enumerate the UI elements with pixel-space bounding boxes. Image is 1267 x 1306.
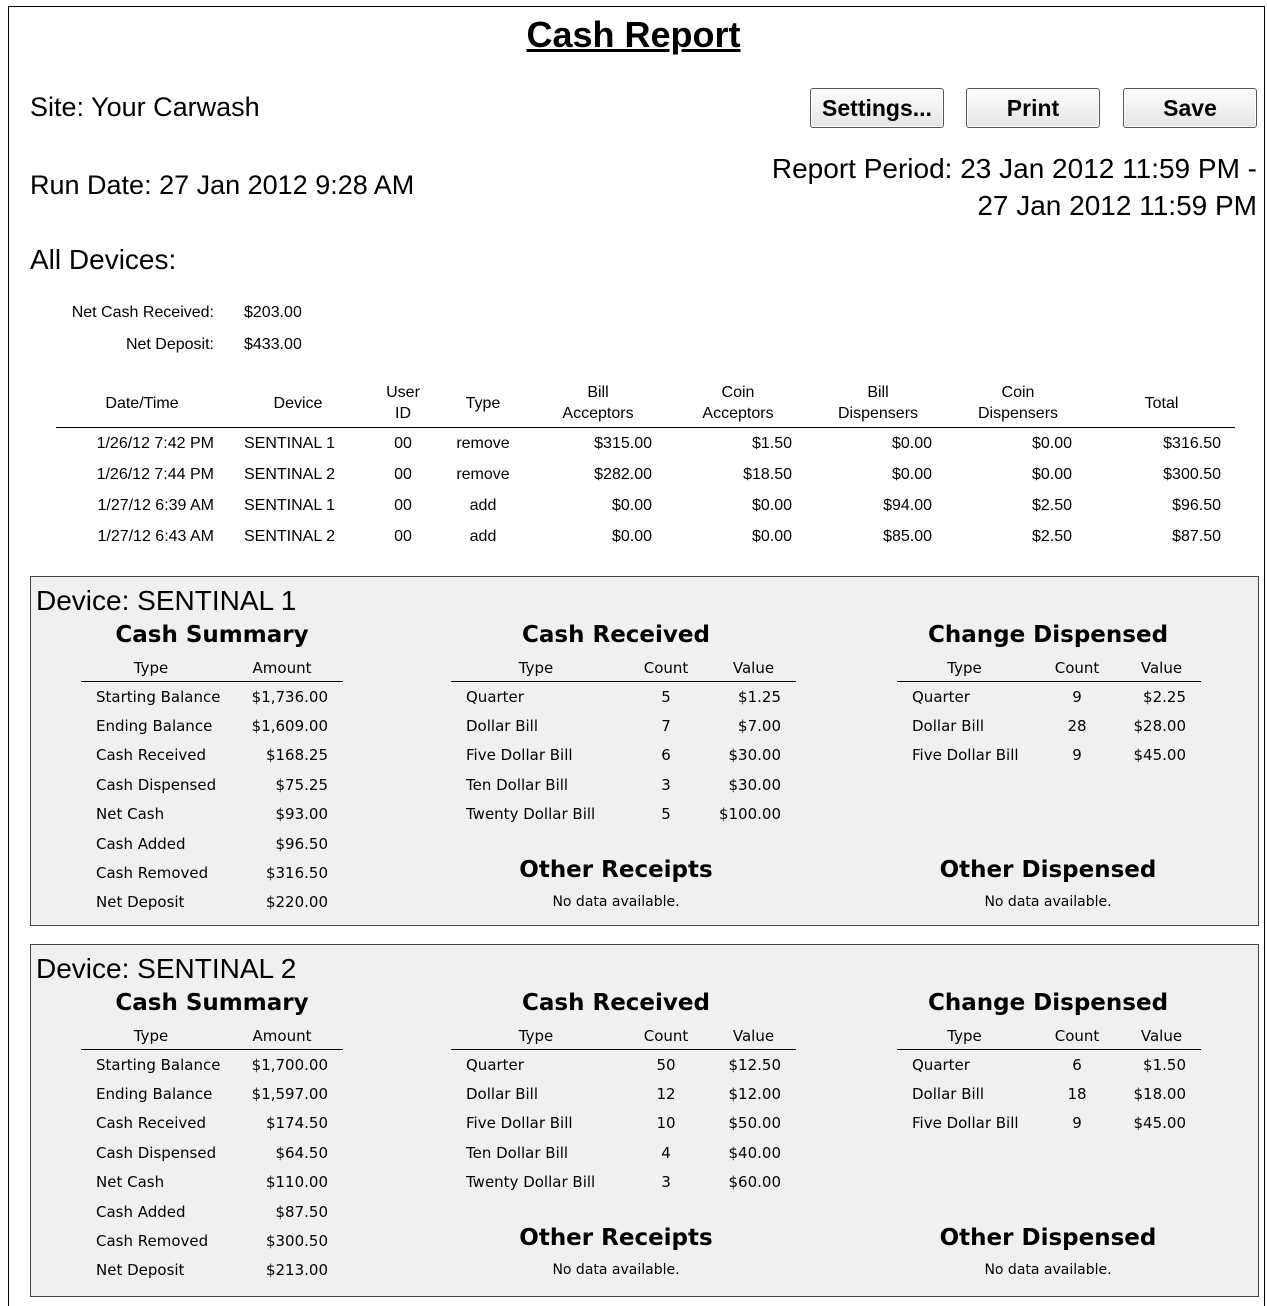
table-row xyxy=(81,1138,343,1167)
table-cell: Ending Balance xyxy=(96,1085,213,1104)
sub-table xyxy=(451,655,796,829)
column-header: Type xyxy=(897,1023,1032,1050)
other-receipts-empty: No data available. xyxy=(552,894,680,910)
table-row xyxy=(451,682,796,712)
table-cell: $1.25 xyxy=(738,687,781,706)
column-header: Date/Time xyxy=(56,382,228,428)
transactions-table xyxy=(56,382,1235,552)
table-row xyxy=(56,428,1235,460)
table-cell: SENTINAL 2 xyxy=(244,527,335,545)
table-cell: 00 xyxy=(394,527,412,545)
device-title: Device: SENTINAL 1 xyxy=(36,585,297,616)
table-cell: 1/27/12 6:43 AM xyxy=(97,527,214,545)
column-header: Bill Dispensers xyxy=(808,382,948,428)
table-cell: 5 xyxy=(661,805,671,824)
table-cell: SENTINAL 1 xyxy=(244,496,335,514)
table-cell: Twenty Dollar Bill xyxy=(466,1173,596,1192)
table-cell: $2.50 xyxy=(1031,496,1072,514)
table-row xyxy=(81,1256,343,1285)
table-cell: $45.00 xyxy=(1133,1114,1186,1133)
table-row xyxy=(451,1138,796,1167)
table-cell: SENTINAL 2 xyxy=(244,465,335,483)
table-row xyxy=(81,1168,343,1197)
other-receipts-title: Other Receipts xyxy=(519,1225,713,1251)
table-cell: $0.00 xyxy=(751,527,792,545)
table-row xyxy=(81,829,343,858)
other-dispensed-title: Other Dispensed xyxy=(939,1225,1157,1251)
table-cell: $64.50 xyxy=(275,1143,328,1162)
table-cell: $0.00 xyxy=(1031,465,1072,483)
save-button[interactable]: Save xyxy=(1123,88,1257,128)
header-row xyxy=(56,382,1235,428)
cash-summary-title: Cash Summary xyxy=(115,622,309,648)
table-cell: $220.00 xyxy=(265,893,328,912)
table-cell: $18.50 xyxy=(743,465,792,483)
table-cell: $12.00 xyxy=(728,1085,781,1104)
table-cell: $0.00 xyxy=(751,496,792,514)
table-cell: $0.00 xyxy=(891,465,932,483)
table-cell: Quarter xyxy=(466,1055,524,1074)
cash-received-title: Cash Received xyxy=(522,622,710,648)
table-row xyxy=(897,1050,1201,1080)
column-header: Count xyxy=(621,655,711,682)
column-header: Type xyxy=(451,1023,621,1050)
table-cell: $300.50 xyxy=(265,1232,328,1251)
table-cell: Five Dollar Bill xyxy=(466,746,573,765)
table-cell: 00 xyxy=(394,465,412,483)
settings-button[interactable]: Settings... xyxy=(810,88,944,128)
table-cell: Net Cash xyxy=(96,805,165,824)
table-cell: Dollar Bill xyxy=(912,1085,984,1104)
table-cell: 3 xyxy=(661,1173,671,1192)
table-row xyxy=(451,1050,796,1080)
table-row xyxy=(81,741,343,770)
table-cell: Net Cash xyxy=(96,1173,165,1192)
other-dispensed-empty: No data available. xyxy=(984,894,1112,910)
sub-table xyxy=(897,1023,1201,1138)
table-cell: $50.00 xyxy=(728,1114,781,1133)
table-cell: $96.50 xyxy=(1172,496,1221,514)
table-cell: $93.00 xyxy=(275,805,328,824)
column-header: Type xyxy=(897,655,1032,682)
column-header: Count xyxy=(1032,655,1122,682)
sub-table xyxy=(81,1023,343,1285)
table-cell: Cash Dispensed xyxy=(96,775,217,794)
table-cell: 4 xyxy=(661,1143,671,1162)
table-cell: $87.50 xyxy=(1172,527,1221,545)
table-row xyxy=(451,1109,796,1138)
table-cell: $87.50 xyxy=(275,1202,328,1221)
other-receipts-empty: No data available. xyxy=(552,1262,680,1278)
table-row xyxy=(451,770,796,799)
table-row xyxy=(897,711,1201,740)
table-cell: $213.00 xyxy=(265,1261,328,1280)
column-header: Total xyxy=(1088,382,1235,428)
device-title: Device: SENTINAL 2 xyxy=(36,953,297,984)
table-cell: Starting Balance xyxy=(96,1055,221,1074)
table-cell: 1/27/12 6:39 AM xyxy=(97,496,214,514)
report-period-end: 27 Jan 2012 11:59 PM xyxy=(977,190,1257,221)
table-cell: 18 xyxy=(1067,1085,1087,1104)
table-cell: Net Deposit xyxy=(96,1261,185,1280)
table-cell: Five Dollar Bill xyxy=(912,1114,1019,1133)
table-cell: $1.50 xyxy=(751,434,792,452)
change-dispensed-title: Change Dispensed xyxy=(927,990,1169,1016)
table-cell: 6 xyxy=(1072,1055,1082,1074)
table-cell: $0.00 xyxy=(611,496,652,514)
report-period xyxy=(772,150,1257,224)
table-cell: $300.50 xyxy=(1163,465,1221,483)
cash-received-title: Cash Received xyxy=(522,990,710,1016)
column-header: Count xyxy=(1032,1023,1122,1050)
table-cell: $100.00 xyxy=(718,805,781,824)
table-cell: remove xyxy=(456,434,510,452)
table-cell: $1,700.00 xyxy=(251,1055,328,1074)
table-cell: $1.50 xyxy=(1143,1055,1186,1074)
table-row xyxy=(451,741,796,770)
header-row xyxy=(81,1023,343,1050)
table-row xyxy=(451,800,796,829)
table-cell: Quarter xyxy=(912,1055,970,1074)
table-cell: Cash Added xyxy=(96,1202,186,1221)
column-header: Type xyxy=(81,1023,221,1050)
table-cell: $316.50 xyxy=(265,864,328,883)
column-header: Type xyxy=(451,655,621,682)
net-deposit-label: Net Deposit: xyxy=(125,336,214,353)
table-cell: $0.00 xyxy=(891,434,932,452)
table-cell: $168.25 xyxy=(265,746,328,765)
table-row xyxy=(897,1079,1201,1108)
table-row xyxy=(81,1079,343,1108)
table-cell: 10 xyxy=(656,1114,676,1133)
net-deposit-value: $433.00 xyxy=(244,336,302,353)
table-cell: Cash Dispensed xyxy=(96,1143,217,1162)
table-cell: 6 xyxy=(661,746,671,765)
column-header: Bill Acceptors xyxy=(528,382,668,428)
table-cell: Starting Balance xyxy=(96,687,221,706)
table-cell: 7 xyxy=(661,717,671,736)
column-header: Coin Acceptors xyxy=(668,382,808,428)
table-row xyxy=(897,682,1201,712)
all-devices-heading: All Devices: xyxy=(30,244,177,275)
table-cell: Cash Received xyxy=(96,746,207,765)
table-cell: $282.00 xyxy=(594,465,652,483)
table-row xyxy=(81,858,343,887)
table-cell: $94.00 xyxy=(883,496,932,514)
table-row xyxy=(897,1109,1201,1138)
report-period-start: Report Period: 23 Jan 2012 11:59 PM - xyxy=(771,153,1257,184)
column-header: Amount xyxy=(221,1023,343,1050)
header-row xyxy=(81,655,343,682)
table-cell: $18.00 xyxy=(1133,1085,1186,1104)
table-row xyxy=(81,1197,343,1226)
sub-table xyxy=(897,655,1201,770)
table-cell: $30.00 xyxy=(728,775,781,794)
table-cell: $96.50 xyxy=(275,834,328,853)
table-cell: Cash Removed xyxy=(96,1232,209,1251)
column-header: Type xyxy=(81,655,221,682)
table-row xyxy=(897,741,1201,770)
table-cell: 28 xyxy=(1067,717,1087,736)
table-cell: Five Dollar Bill xyxy=(912,746,1019,765)
table-cell: $1,597.00 xyxy=(251,1085,328,1104)
header-row xyxy=(451,655,796,682)
table-cell: SENTINAL 1 xyxy=(244,434,335,452)
net-cash-received-label: Net Cash Received: xyxy=(71,304,214,321)
table-row xyxy=(81,770,343,799)
table-cell: Net Deposit xyxy=(96,893,185,912)
table-row xyxy=(56,459,1235,490)
table-cell: Five Dollar Bill xyxy=(466,1114,573,1133)
table-row xyxy=(81,1050,343,1080)
table-cell: $28.00 xyxy=(1133,717,1186,736)
table-row xyxy=(451,1079,796,1108)
table-cell: Cash Removed xyxy=(96,864,209,883)
column-header: User ID xyxy=(368,382,438,428)
header-row xyxy=(897,1023,1201,1050)
table-row xyxy=(81,1109,343,1138)
table-cell: add xyxy=(469,527,497,545)
table-cell: $1,736.00 xyxy=(251,687,328,706)
table-cell: Dollar Bill xyxy=(466,717,538,736)
column-header: Value xyxy=(1122,655,1201,682)
table-row xyxy=(56,490,1235,521)
table-cell: 00 xyxy=(394,496,412,514)
net-cash-received-value: $203.00 xyxy=(244,304,302,321)
column-header: Type xyxy=(438,382,528,428)
table-cell: $85.00 xyxy=(883,527,932,545)
table-cell: Quarter xyxy=(912,687,970,706)
table-row xyxy=(56,521,1235,552)
table-cell: remove xyxy=(456,465,510,483)
other-dispensed-empty: No data available. xyxy=(984,1262,1112,1278)
table-cell: 9 xyxy=(1072,746,1082,765)
print-button[interactable]: Print xyxy=(966,88,1100,128)
table-cell: $2.25 xyxy=(1143,687,1186,706)
table-cell: $315.00 xyxy=(594,434,652,452)
header-row xyxy=(451,1023,796,1050)
table-cell: $7.00 xyxy=(738,717,781,736)
header-row xyxy=(897,655,1201,682)
table-cell: $1,609.00 xyxy=(251,717,328,736)
table-cell: $110.00 xyxy=(265,1173,328,1192)
table-cell: $316.50 xyxy=(1163,434,1221,452)
table-cell: Quarter xyxy=(466,687,524,706)
other-receipts-title: Other Receipts xyxy=(519,857,713,883)
table-cell: Dollar Bill xyxy=(912,717,984,736)
table-row xyxy=(81,1226,343,1255)
table-cell: Cash Received xyxy=(96,1114,207,1133)
table-cell: Ten Dollar Bill xyxy=(466,1143,569,1162)
page-title: Cash Report xyxy=(526,14,741,55)
column-header: Count xyxy=(621,1023,711,1050)
table-cell: $12.50 xyxy=(728,1055,781,1074)
column-header: Device xyxy=(228,382,368,428)
table-row xyxy=(81,800,343,829)
table-row xyxy=(81,711,343,740)
table-cell: $30.00 xyxy=(728,746,781,765)
column-header: Amount xyxy=(221,655,343,682)
table-cell: 3 xyxy=(661,775,671,794)
table-row xyxy=(451,711,796,740)
table-row xyxy=(81,888,343,917)
table-cell: 1/26/12 7:44 PM xyxy=(96,465,214,483)
table-cell: 12 xyxy=(656,1085,676,1104)
table-cell: 5 xyxy=(661,687,671,706)
table-cell: Dollar Bill xyxy=(466,1085,538,1104)
table-cell: 50 xyxy=(656,1055,676,1074)
change-dispensed-title: Change Dispensed xyxy=(927,622,1169,648)
column-header: Value xyxy=(1122,1023,1201,1050)
run-date: Run Date: 27 Jan 2012 9:28 AM xyxy=(30,170,415,200)
table-cell: Ten Dollar Bill xyxy=(466,775,569,794)
table-cell: 9 xyxy=(1072,1114,1082,1133)
column-header: Value xyxy=(711,655,796,682)
table-cell: 00 xyxy=(394,434,412,452)
table-cell: $45.00 xyxy=(1133,746,1186,765)
column-header: Coin Dispensers xyxy=(948,382,1088,428)
table-cell: $0.00 xyxy=(1031,434,1072,452)
other-dispensed-title: Other Dispensed xyxy=(939,857,1157,883)
table-cell: $75.25 xyxy=(275,775,328,794)
device-panel xyxy=(30,576,1259,926)
table-cell: Cash Added xyxy=(96,834,186,853)
table-cell: 1/26/12 7:42 PM xyxy=(96,434,214,452)
sub-table xyxy=(451,1023,796,1197)
table-cell: $40.00 xyxy=(728,1143,781,1162)
table-cell: Ending Balance xyxy=(96,717,213,736)
table-cell: $2.50 xyxy=(1031,527,1072,545)
table-row xyxy=(451,1168,796,1197)
table-row xyxy=(81,682,343,712)
cash-summary-title: Cash Summary xyxy=(115,990,309,1016)
table-cell: $60.00 xyxy=(728,1173,781,1192)
table-cell: Twenty Dollar Bill xyxy=(466,805,596,824)
table-cell: 9 xyxy=(1072,687,1082,706)
column-header: Value xyxy=(711,1023,796,1050)
table-cell: $174.50 xyxy=(265,1114,328,1133)
table-cell: $0.00 xyxy=(611,527,652,545)
table-cell: add xyxy=(469,496,497,514)
site-name: Site: Your Carwash xyxy=(30,92,260,122)
device-panel xyxy=(30,944,1259,1297)
sub-table xyxy=(81,655,343,917)
